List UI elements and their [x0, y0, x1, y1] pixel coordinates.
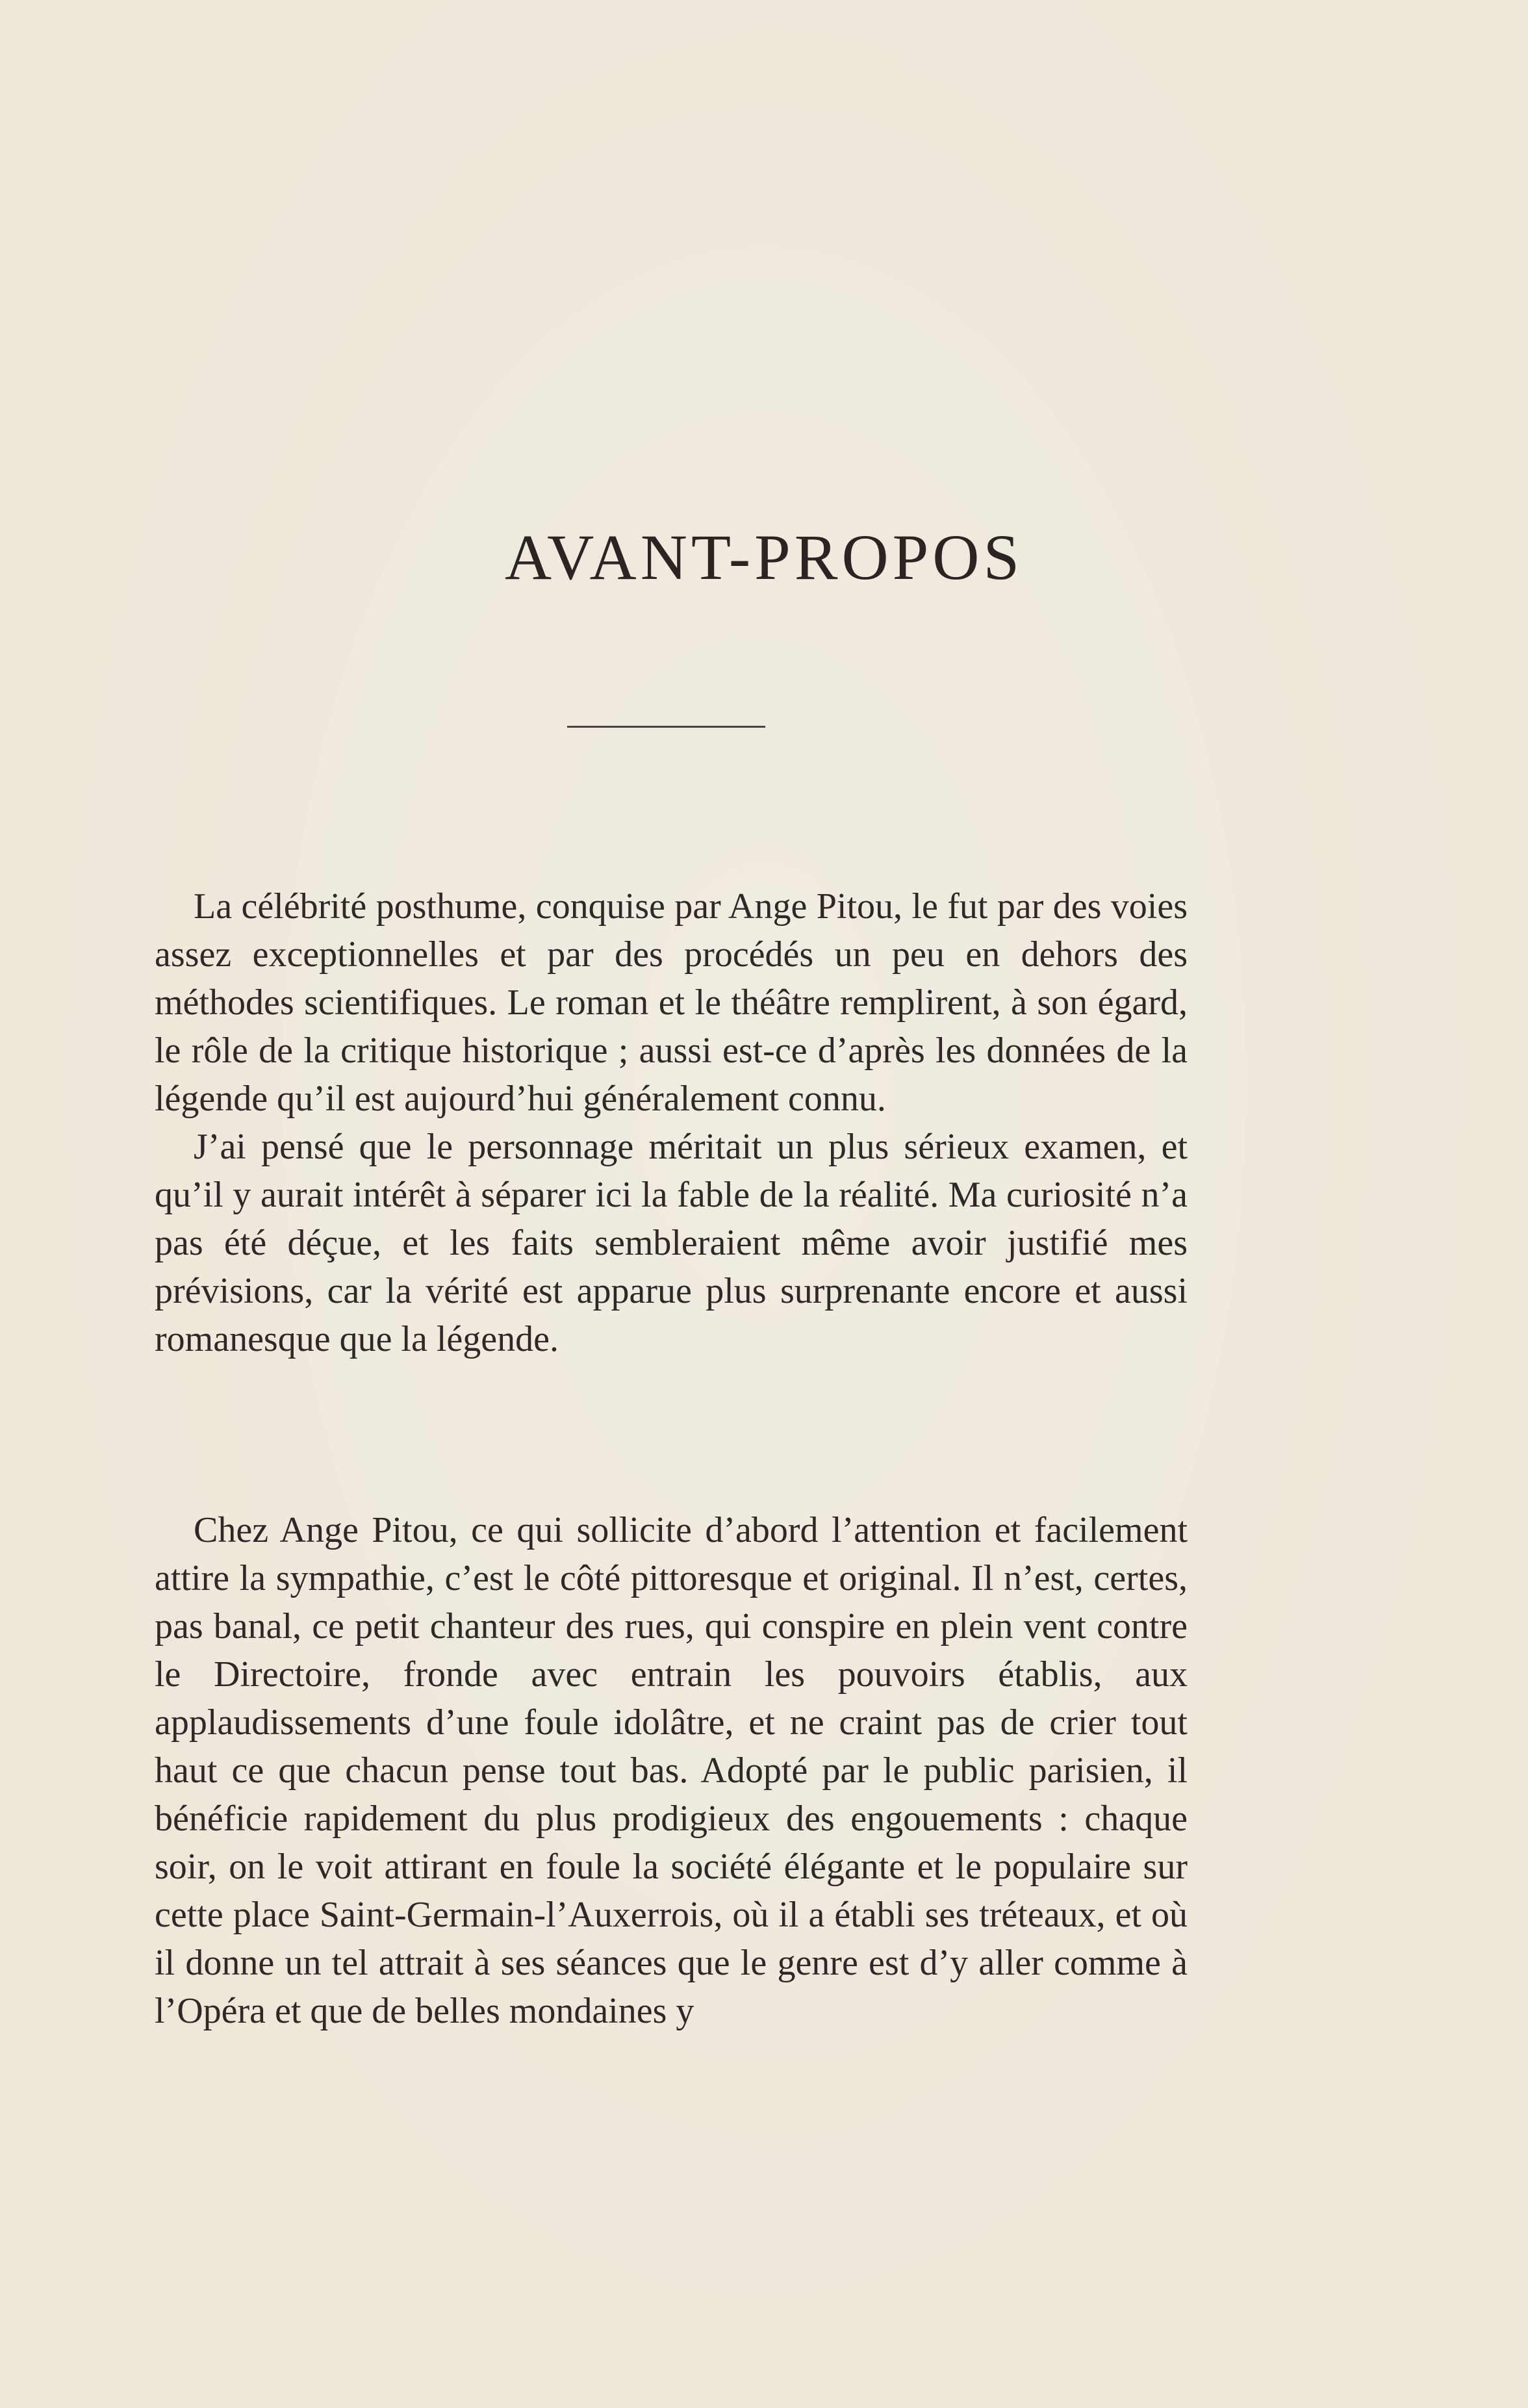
paragraph-3: Chez Ange Pitou, ce qui sollicite d’abord l’attention et facilement attire la sympathie, c’est le côté pittoresque et original. Il n’est, certes, pas banal, ce petit chanteur des rues, qui conspire en plein vent contre le Directoire, fronde avec entrain les pouvoirs établis, aux applaudissements d’une foule idolâtre, et ne craint pas de crier tout haut ce que chacun pense tout bas. Adopté par le public parisien, il bénéficie rapidement du plus prodigieux des engouements : chaque soir, on le voit attirant en foule la société élégante et le populaire sur cette place Saint-Germain-l’Auxerrois, où il a établi ses tréteaux, et où il donne un tel attrait à ses séances que le genre est d’y aller comme à l’Opéra et que de belles mondaines y	[155, 1510, 1188, 2031]
text-block-2	[155, 1506, 1188, 2035]
text-block-1	[155, 882, 1188, 1363]
paragraph-1: La célébrité posthume, conquise par Ange Pitou, le fut par des voies assez exceptionnelles et par des procédés un peu en dehors des méthodes scientifiques. Le roman et le théâtre remplirent, à son égard, le rôle de la critique historique ; aussi est-ce d’après les données de la légende qu’il est aujourd’hui généralement connu.	[155, 886, 1188, 1119]
paragraph-2: J’ai pensé que le personnage méritait un plus sérieux examen, et qu’il y aurait intérêt à séparer ici la fable de la réalité. Ma curiosité n’a pas été déçue, et les faits sembleraient même avoir justifié mes prévisions, car la vérité est apparue plus surprenante encore et aussi romanesque que la légende.	[155, 1127, 1188, 1359]
page-title: AVANT-PROPOS	[504, 521, 1024, 593]
title-divider	[567, 726, 765, 728]
